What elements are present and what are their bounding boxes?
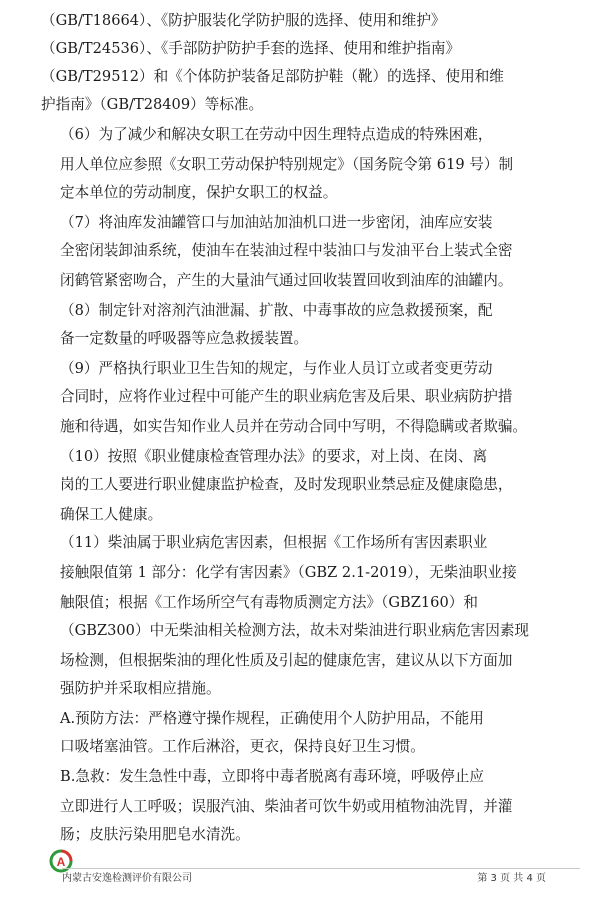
text-line: （10）按照《职业健康检查管理办法》的要求，对上岗、在岗、离 [60, 448, 488, 465]
text-line: 接触限值第 1 部分：化学有害因素》（GBZ 2.1-2019），无柴油职业接 [60, 564, 517, 581]
text-line: 岗的工人要进行职业健康监护检查，及时发现职业禁忌症及健康隐患， [60, 476, 513, 493]
text-line: （GB/T24536）、《手部防护防护手套的选择、使用和维护指南》 [41, 40, 461, 57]
text-line: 口吸堵塞油管。工作后淋浴，更衣，保持良好卫生习惯。 [60, 738, 425, 755]
text-line: 确保工人健康。 [60, 506, 163, 523]
text-line: 立即进行人工呼吸；误服汽油、柴油者可饮牛奶或用植物油洗胃，并灌 [60, 798, 513, 815]
footer-divider [62, 868, 580, 869]
text-line: A.预防方法：严格遵守操作规程，正确使用个人防护用品，不能用 [60, 710, 484, 727]
text-line: （GB/T29512）和《个体防护装备足部防护鞋（靴）的选择、使用和维 [41, 68, 504, 85]
text-line: （6）为了减少和解决女职工在劳动中因生理特点造成的特殊困难， [60, 126, 493, 143]
text-line: （7）将油库发油罐管口与加油站加油机口进一步密闭，油库应安装 [60, 214, 493, 231]
company-logo-icon [48, 848, 74, 874]
text-line: （8）制定针对溶剂汽油泄漏、扩散、中毒事故的应急救援预案，配 [60, 302, 493, 319]
text-line: 场检测，但根据柴油的理化性质及引起的健康危害，建议从以下方面加 [60, 652, 513, 669]
footer-page-number: 第 3 页 共 4 页 [477, 873, 546, 884]
text-line: （GB/T18664）、《防护服装化学防护服的选择、使用和维护》 [41, 12, 446, 29]
footer-company-name: 内蒙古安逸检测评价有限公司 [62, 873, 192, 884]
text-line: （GBZ300）中无柴油相关检测方法，故未对柴油进行职业病危害因素现 [60, 622, 530, 639]
text-line: （11）柴油属于职业病危害因素，但根据《工作场所有害因素职业 [60, 534, 488, 551]
text-line: （9）严格执行职业卫生告知的规定，与作业人员订立或者变更劳动 [60, 360, 493, 377]
text-line: 合同时，应将作业过程中可能产生的职业病危害及后果、职业病防护措 [60, 388, 513, 405]
text-line: 全密闭装卸油系统，使油车在装油过程中装油口与发油平台上装式全密 [60, 242, 513, 259]
text-line: 施和待遇，如实告知作业人员并在劳动合同中写明，不得隐瞒或者欺骗。 [60, 418, 528, 435]
text-line: 肠；皮肤污染用肥皂水清洗。 [60, 826, 250, 843]
text-line: 定本单位的劳动制度，保护女职工的权益。 [60, 184, 338, 201]
logo-letter: A [56, 855, 66, 869]
text-line: 强防护并采取相应措施。 [60, 680, 221, 697]
text-line: 触限值；根据《工作场所空气有毒物质测定方法》（GBZ160）和 [60, 594, 478, 611]
text-line: B.急救：发生急性中毒，立即将中毒者脱离有毒环境，呼吸停止应 [60, 768, 484, 785]
text-line: 闭鹤管紧密吻合，产生的大量油气通过回收装置回收到油库的油罐内。 [60, 272, 513, 289]
text-line: 备一定数量的呼吸器等应急救援装置。 [60, 330, 309, 347]
text-line: 护指南》（GB/T28409）等标准。 [41, 96, 264, 113]
text-line: 用人单位应参照《女职工劳动保护特别规定》（国务院令第 619 号）制 [60, 156, 514, 173]
